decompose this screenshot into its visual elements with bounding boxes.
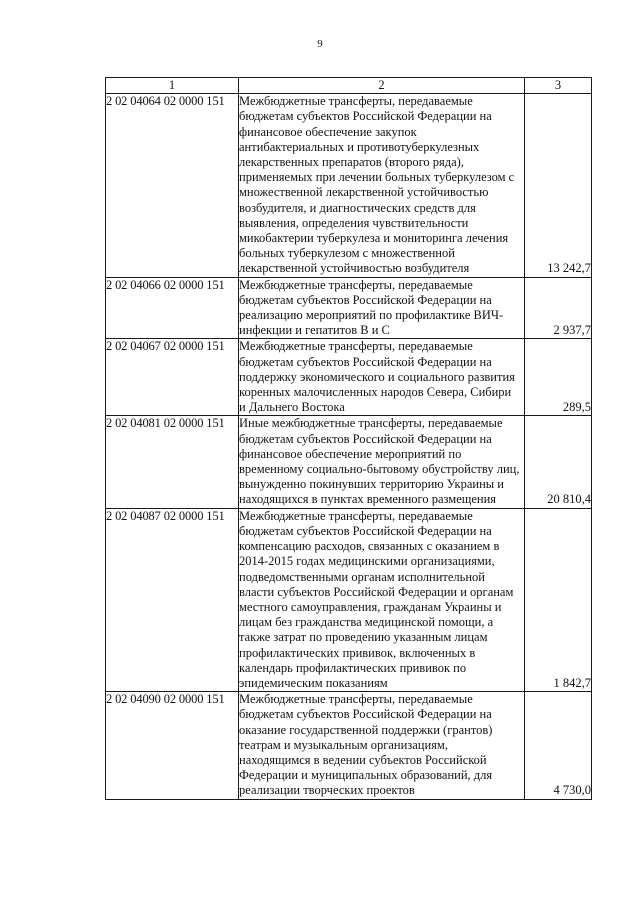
description-line: бюджетам субъектов Российской Федерации на [239, 354, 492, 369]
description-line: лекарственной устойчивостью возбудителя [239, 261, 470, 276]
description-line: временному социально-бытовому обустройству лиц, [239, 462, 520, 477]
table-row [106, 416, 592, 508]
description-line: выявления, определения чувствительности [239, 215, 469, 230]
description-line: бюджетам субъектов Российской Федерации на [239, 109, 492, 124]
table-row [106, 277, 592, 339]
description-line: эпидемическим показаниям [239, 675, 388, 690]
description-line: местного самоуправления, гражданам Украины и [239, 599, 502, 614]
description-cell [239, 94, 525, 277]
description-cell [239, 692, 525, 799]
budget-code-cell: 2 02 04064 02 0000 151 [106, 94, 239, 277]
description-cell [239, 416, 525, 508]
budget-code-cell: 2 02 04081 02 0000 151 [106, 416, 239, 508]
description-line: Межбюджетные трансферты, передаваемые [239, 339, 473, 354]
description-line: календарь профилактических прививок по [239, 660, 467, 675]
description-line: Иные межбюджетные трансферты, передаваемые [239, 416, 503, 431]
description-line: микобактерии туберкулеза и мониторинга лечения [239, 231, 509, 246]
description-cell [239, 508, 525, 691]
description-cell [239, 277, 525, 339]
description-line: больных туберкулезом с множественной [239, 246, 455, 261]
amount-cell: 13 242,7 [525, 94, 592, 277]
budget-table [105, 77, 592, 800]
description-line: находящимся в ведении субъектов Российской [239, 752, 487, 767]
description-line: финансовое обеспечение мероприятий по [239, 446, 462, 461]
description-line: Межбюджетные трансферты, передаваемые [239, 692, 473, 707]
table-body [106, 94, 592, 799]
description-line: антибактериальных и противотуберкулезных [239, 139, 480, 154]
table-row [106, 692, 592, 799]
description-line: реализацию мероприятий по профилактике ВИЧ- [239, 308, 504, 323]
amount-cell: 20 810,4 [525, 416, 592, 508]
description-line: поддержку экономического и социального развития [239, 369, 515, 384]
description-line: возбудителя, и диагностических средств для [239, 200, 476, 215]
description-line: Межбюджетные трансферты, передаваемые [239, 277, 473, 292]
table-row [106, 508, 592, 691]
description-line: 2014-2015 годах медицинскими организациями, [239, 554, 495, 569]
description-line: коренных малочисленных народов Севера, Сибири [239, 385, 512, 400]
description-line: и Дальнего Востока [239, 400, 345, 415]
amount-cell: 289,5 [525, 339, 592, 416]
page-number: 9 [317, 38, 323, 50]
description-line: лекарственных препаратов (второго ряда), [239, 155, 464, 170]
table-header-row [106, 78, 592, 94]
description-line: Федерации и муниципальных образований, для [239, 768, 493, 783]
table-row [106, 94, 592, 277]
budget-code-cell: 2 02 04090 02 0000 151 [106, 692, 239, 799]
amount-cell: 4 730,0 [525, 692, 592, 799]
description-line: реализации творческих проектов [239, 783, 415, 798]
description-line: оказание государственной поддержки (грантов) [239, 722, 493, 737]
description-line: власти субъектов Российской Федерации и органам [239, 584, 514, 599]
description-line: инфекции и гепатитов В и С [239, 323, 390, 338]
amount-cell: 2 937,7 [525, 277, 592, 339]
description-line: Межбюджетные трансферты, передаваемые [239, 94, 473, 109]
description-line: профилактических прививок, включенных в [239, 645, 476, 660]
description-line: также затрат по проведению указанным лицам [239, 630, 488, 645]
description-line: бюджетам субъектов Российской Федерации на [239, 431, 492, 446]
amount-cell: 1 842,7 [525, 508, 592, 691]
description-line: лицам без гражданства медицинской помощи, а [239, 615, 494, 630]
budget-code-cell: 2 02 04067 02 0000 151 [106, 339, 239, 416]
description-line: вынужденно покинувших территорию Украины и [239, 477, 504, 492]
table-row [106, 339, 592, 416]
column-header-amount: 3 [525, 78, 592, 94]
description-line: финансовое обеспечение закупок [239, 124, 417, 139]
description-line: подведомственными органам исполнительной [239, 569, 485, 584]
description-line: бюджетам субъектов Российской Федерации на [239, 523, 492, 538]
column-header-description: 2 [239, 78, 525, 94]
description-line: применяемых при лечении больных туберкулезом с [239, 170, 515, 185]
description-line: театрам и музыкальным организациям, [239, 737, 448, 752]
description-line: находящихся в пунктах временного размещения [239, 492, 497, 507]
description-line: множественной лекарственной устойчивостью [239, 185, 489, 200]
description-line: бюджетам субъектов Российской Федерации на [239, 292, 492, 307]
column-header-code: 1 [106, 78, 239, 94]
budget-code-cell: 2 02 04087 02 0000 151 [106, 508, 239, 691]
description-line: компенсацию расходов, связанных с оказанием в [239, 539, 500, 554]
budget-code-cell: 2 02 04066 02 0000 151 [106, 277, 239, 339]
description-line: Межбюджетные трансферты, передаваемые [239, 508, 473, 523]
description-cell [239, 339, 525, 416]
description-line: бюджетам субъектов Российской Федерации на [239, 707, 492, 722]
